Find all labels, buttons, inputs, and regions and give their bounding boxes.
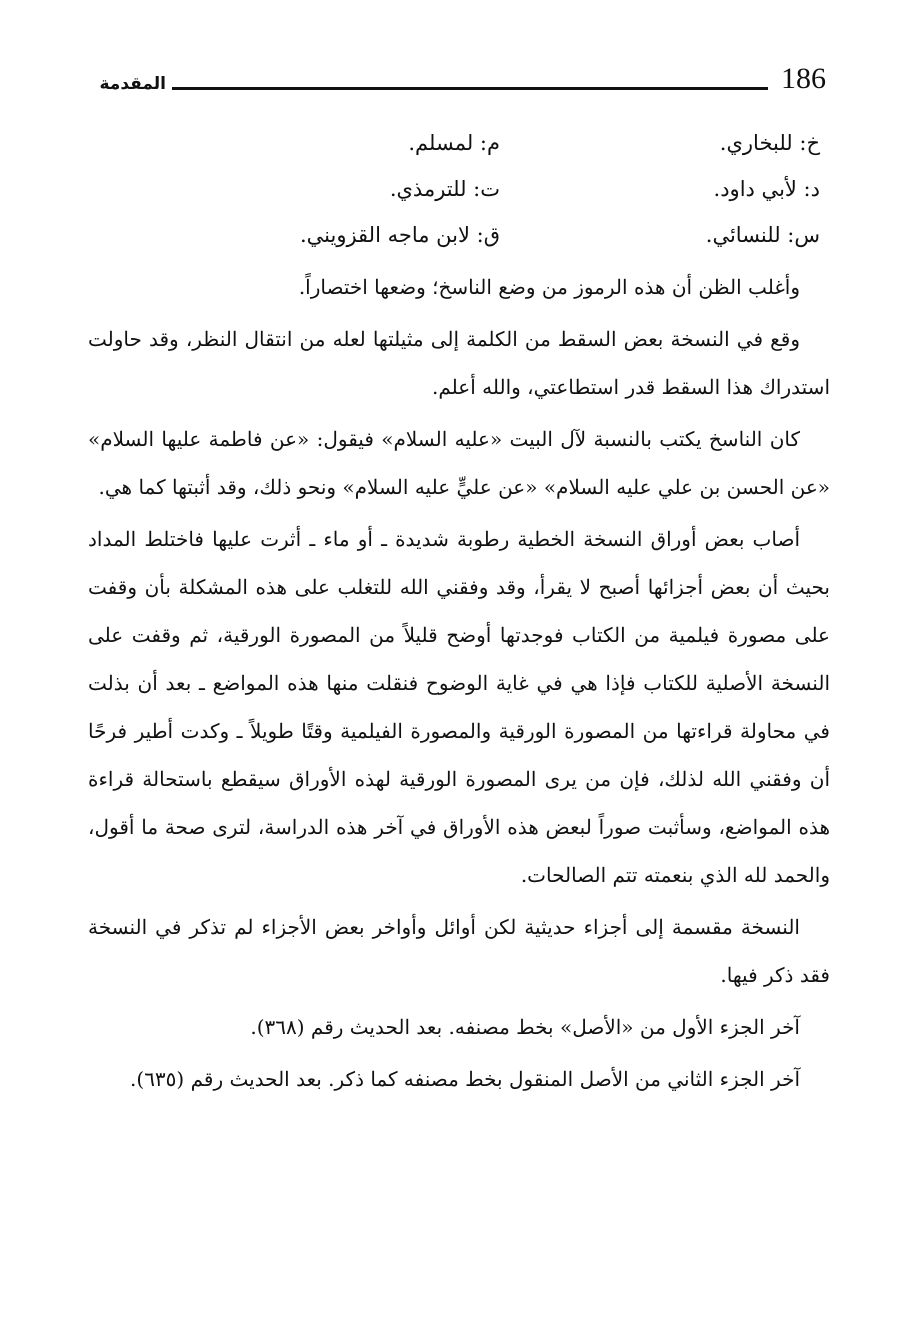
abbreviation-entry: د: لأبي داود. xyxy=(713,177,820,201)
paragraph: وأغلب الظن أن هذه الرموز من وضع الناسخ؛ وضعها اختصاراً. xyxy=(298,275,800,299)
abbreviation-row xyxy=(240,218,820,258)
abbreviation-row xyxy=(240,172,820,212)
paragraph: وقع في النسخة بعض السقط من الكلمة إلى مثيلتها لعله من انتقال النظر، وقد حاولت استدراك هذا السقط قدر استطاعتي، والله أعلم. xyxy=(88,327,830,399)
abbreviation-entry: ق: لابن ماجه القزويني. xyxy=(299,223,500,247)
abbreviation-entry: م: لمسلم. xyxy=(408,131,500,155)
body-text xyxy=(88,263,830,1107)
paragraph: أصاب بعض أوراق النسخة الخطية رطوبة شديدة ـ أو ماء ـ أثرت عليها فاختلط المداد بحيث أن بعض أجزائها أصبح لا يقرأ، وقد وفقني الله للتغلب على هذه المشكلة بأن وقفت على مصورة فيلمية من الكتاب فوجدتها أوضح قليلاً من المصورة الورقية، ثم وقفت على النسخة الأصلية للكتاب فإذا هي في غاية الوضوح فنقلت منها هذه المواضع ـ بعد أن بذلت في محاولة قراءتها من المصورة الورقية والمصورة الفيلمية وقتًا طويلاً ـ وكدت أطير فرحًا أن وفقني الله لذلك، فإن من يرى المصورة الورقية لهذه الأوراق سيقطع باستحالة قراءة هذه المواضع، وسأثبت صوراً لبعض هذه الأوراق في آخر هذه الدراسة، لترى صحة ما أقول، والحمد لله الذي بنعمته تتم الصالحات. xyxy=(88,527,830,887)
page-number: 186 xyxy=(781,62,826,95)
running-title: المقدمة xyxy=(99,74,166,94)
abbreviation-entry: خ: للبخاري. xyxy=(719,131,820,155)
paragraph: النسخة مقسمة إلى أجزاء حديثية لكن أوائل وأواخر بعض الأجزاء لم تذكر في النسخة فقد ذكر فيها. xyxy=(88,915,830,987)
paragraph: آخر الجزء الثاني من الأصل المنقول بخط مصنفه كما ذكر. بعد الحديث رقم (٦٣٥). xyxy=(130,1067,800,1091)
header-rule xyxy=(172,87,768,90)
page-header xyxy=(88,62,826,102)
abbreviation-entry: ت: للترمذي. xyxy=(389,177,500,201)
paragraph: كان الناسخ يكتب بالنسبة لآل البيت «عليه السلام» فيقول: «عن فاطمة عليها السلام» «عن الحسن بن علي عليه السلام» «عن عليٍّ عليه السلام» ونحو ذلك، وقد أثبتها كما هي. xyxy=(88,427,830,499)
abbreviation-entry: س: للنسائي. xyxy=(705,223,820,247)
paragraph: آخر الجزء الأول من «الأصل» بخط مصنفه. بعد الحديث رقم (٣٦٨). xyxy=(250,1015,800,1039)
abbreviation-row xyxy=(240,126,820,166)
